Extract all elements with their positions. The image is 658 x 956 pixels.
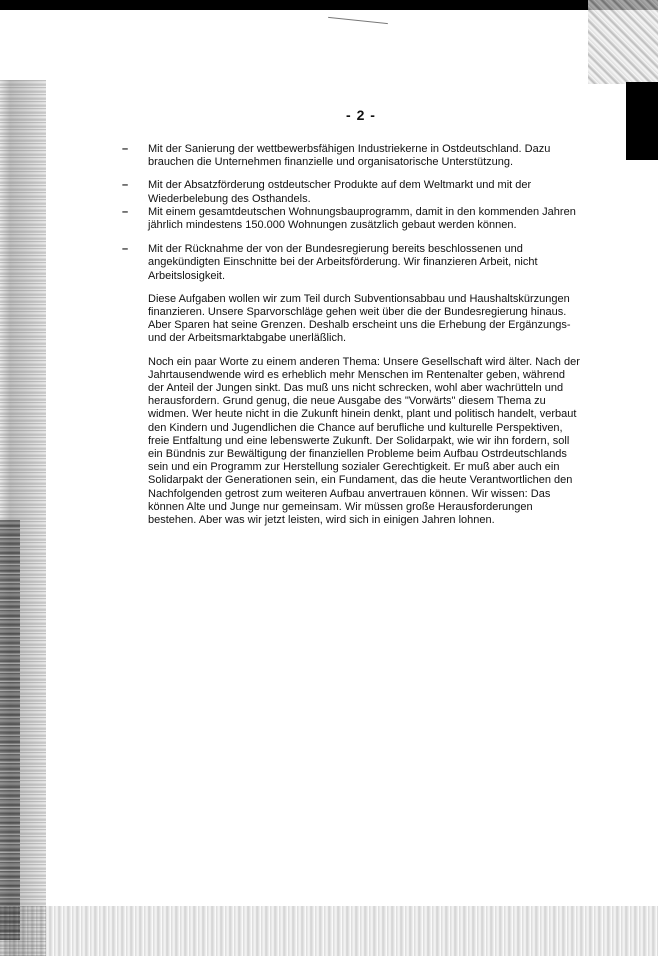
bullet-text: Mit der Absatzförderung ostdeutscher Produkte auf dem Weltmarkt und mit der Wiederbelebung des Osthandels. <box>148 179 532 205</box>
bullet-item <box>122 179 582 205</box>
bullet-dash: – <box>122 205 129 218</box>
paragraph: Noch ein paar Worte zu einem anderen Thema: Unsere Gesellschaft wird älter. Nach der Jahrtausendwende wird es erheblich mehr Menschen im Rentenalter geben, während der Anteil der Jungen sinkt. Das muß uns nicht schrecken, wohl aber wachrütteln und herausfordern. Grund genug, die neue Ausgabe des "Vorwärts" diesem Thema zu widmen. Wer heute nicht in die Zukunft hinein denkt, plant und politisch handelt, verbaut den Kindern und Jugendlichen die Chance auf berufliche und kulturelle Perspektiven, freie Entfaltung und eine lebenswerte Zukunft. Der Solidarpakt, wie wir ihn fordern, soll ein Bündnis zur Bewältigung der finanziellen Probleme beim Aufbau Ostrdeutschlands sein und ein Programm zur Herstellung sozialer Gerechtigkeit. Er muß aber auch ein Solidarpakt der Generationen sein, ein Fundament, das die heute Verantwortlichen den Nachfolgenden getrost zum weiteren Aufbau anvertrauen können. Wir wissen: Das können Alte und Junge nur gemeinsam. Wir müssen große Herausforderungen bestehen. Aber was wir jetzt leisten, wird sich in einigen Jahren lohnen. <box>148 355 580 527</box>
page-number: - 2 - <box>346 107 376 123</box>
bullet-item <box>122 205 582 232</box>
paragraph: Diese Aufgaben wollen wir zum Teil durch Subventionsabbau und Haushaltskürzungen finanzieren. Unsere Sparvorschläge gehen weit über die der Bundesregierung hinaus. Aber Sparen hat seine Grenzen. Deshalb erscheint uns die Erhebung der Ergänzungs- und der Arbeitsmarktabgabe unerläßlich. <box>148 292 571 345</box>
scan-top-border <box>0 0 658 10</box>
bullet-text: Mit einem gesamtdeutschen Wohnungsbauprogramm, damit in den kommenden Jahren jährlich mindestens 150.000 Wohnungen zusätzlich gebaut werden können. <box>148 205 576 232</box>
bullet-dash: – <box>122 143 129 155</box>
bullet-item <box>122 143 582 169</box>
bullet-text: Mit der Sanierung der wettbewerbsfähigen Industriekerne in Ostdeutschland. Dazu brauchen die Unternehmen finanzielle und organisatorische Unterstützung. <box>148 143 551 169</box>
document-body <box>122 143 582 537</box>
scan-left-edge-dark <box>0 520 20 940</box>
bullet-text: Mit der Rücknahme der von der Bundesregierung bereits beschlossenen und angekündigten Einschnitte bei der Arbeitsförderung. Wir finanzieren Arbeit, nicht Arbeitslosigkeit. <box>148 243 538 282</box>
scan-scratch <box>328 17 388 24</box>
scan-bottom-edge <box>0 906 658 956</box>
bullet-item <box>122 243 582 283</box>
bullet-dash: – <box>122 179 129 192</box>
scan-corner-artifact <box>588 0 658 84</box>
bullet-dash: – <box>122 243 129 256</box>
